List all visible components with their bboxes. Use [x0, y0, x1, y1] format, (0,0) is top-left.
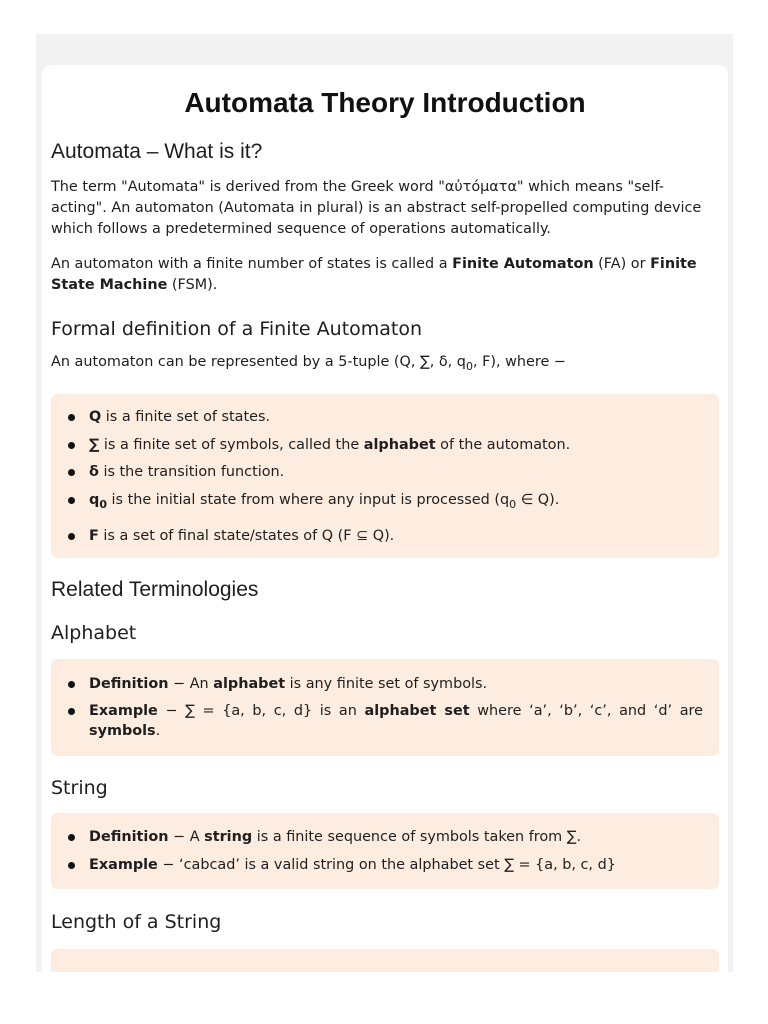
text-span: (FA) or — [593, 256, 651, 272]
bold-term: symbols — [89, 723, 156, 739]
page-frame — [36, 34, 733, 972]
text-span: is a set of final state/states of Q (F ⊆ Q). — [98, 527, 395, 544]
text-span: is a finite sequence of symbols taken from ∑. — [252, 829, 582, 845]
string-box — [51, 813, 719, 889]
list-item — [67, 490, 703, 515]
text-span: ∈ Q). — [516, 491, 560, 508]
subscript: 0 — [509, 497, 517, 511]
bold-term: Definition — [89, 829, 169, 845]
bold-term: alphabet — [363, 436, 436, 453]
text-span: − ‘cabcad’ is a valid string on the alphabet set ∑ = {a, b, c, d} — [157, 856, 616, 873]
list-item — [67, 855, 703, 875]
list-item — [67, 435, 703, 455]
bold-term: alphabet — [213, 675, 286, 692]
text-span: is a finite set of symbols, called the — [99, 436, 364, 453]
alphabet-box — [51, 659, 719, 757]
text-span: of the automaton. — [435, 436, 571, 453]
length-box — [51, 949, 719, 973]
bold-term: F — [89, 527, 99, 544]
bold-term: ∑ — [89, 436, 100, 453]
bullet-icon — [68, 442, 75, 449]
text-span: An automaton can be represented by a 5-tuple (Q, ∑, δ, q — [51, 354, 466, 370]
paragraph-automata-definition: The term "Automata" is derived from the Greek word "αὐτόματα" which means "self-acting". An automaton (Automata in plural) is an abstract self-propelled computing device which follows a predetermined sequence of operations automatically. — [51, 179, 702, 237]
section-heading-alphabet: Alphabet — [51, 621, 137, 644]
bold-term: Example — [89, 856, 158, 873]
text-span: − ∑ = {a, b, c, d} is an — [157, 703, 365, 719]
bullet-icon — [68, 681, 75, 688]
section-heading-string: String — [51, 777, 108, 799]
section-heading-formal: Formal definition of a Finite Automaton — [51, 318, 423, 340]
string-list — [67, 827, 703, 875]
alphabet-list — [67, 674, 703, 742]
text-span: An automaton with a finite number of states is called a — [51, 256, 453, 272]
bullet-icon — [68, 834, 75, 841]
text-span: where ‘a’, ‘b’, ‘c’, and ‘d’ are — [469, 703, 703, 719]
paragraph-five-tuple — [42, 352, 728, 377]
list-item — [67, 526, 703, 546]
section-heading-what: Automata – What is it? — [51, 140, 263, 163]
bullet-icon — [68, 862, 75, 869]
bold-term: Example — [89, 703, 158, 719]
list-item — [67, 407, 703, 427]
bold-term: Definition — [89, 675, 169, 692]
tuple-definition-box — [51, 394, 719, 558]
list-item — [67, 462, 703, 482]
bold-term: Q — [89, 409, 102, 425]
bullet-icon — [68, 469, 75, 476]
text-span: − A — [168, 829, 205, 845]
section-heading-length: Length of a String — [51, 910, 222, 933]
text-span: is the initial state from where any input is processed (q — [106, 491, 510, 508]
text-span: . — [155, 723, 161, 739]
tuple-list — [67, 407, 703, 546]
bullet-icon — [68, 708, 75, 715]
subscript: 0 — [465, 360, 473, 373]
text-span: is any finite set of symbols. — [285, 675, 488, 692]
text-span: − An — [168, 675, 214, 692]
bullet-icon — [68, 497, 75, 504]
text-span: is the transition function. — [98, 464, 285, 480]
article-card — [42, 65, 728, 972]
bold-term: Finite Automaton — [452, 256, 594, 272]
paragraph-finite-automaton — [42, 254, 728, 296]
list-item — [67, 701, 703, 741]
bold-term: Finite State Machine — [51, 256, 697, 293]
bold-term: q — [89, 491, 100, 508]
page-title: Automata Theory Introduction — [184, 87, 586, 118]
text-span: is a finite set of states. — [101, 409, 271, 425]
list-item — [67, 827, 703, 847]
list-item — [67, 674, 703, 694]
bold-term: string — [204, 829, 253, 845]
section-heading-related: Related Terminologies — [51, 577, 259, 601]
bold-term: alphabet set — [364, 703, 470, 719]
subscript: 0 — [99, 497, 107, 511]
bullet-icon — [68, 414, 75, 421]
text-span: (FSM). — [167, 277, 218, 293]
bullet-icon — [68, 533, 75, 540]
bold-term: δ — [89, 464, 99, 480]
text-span: , F), where − — [472, 354, 566, 370]
